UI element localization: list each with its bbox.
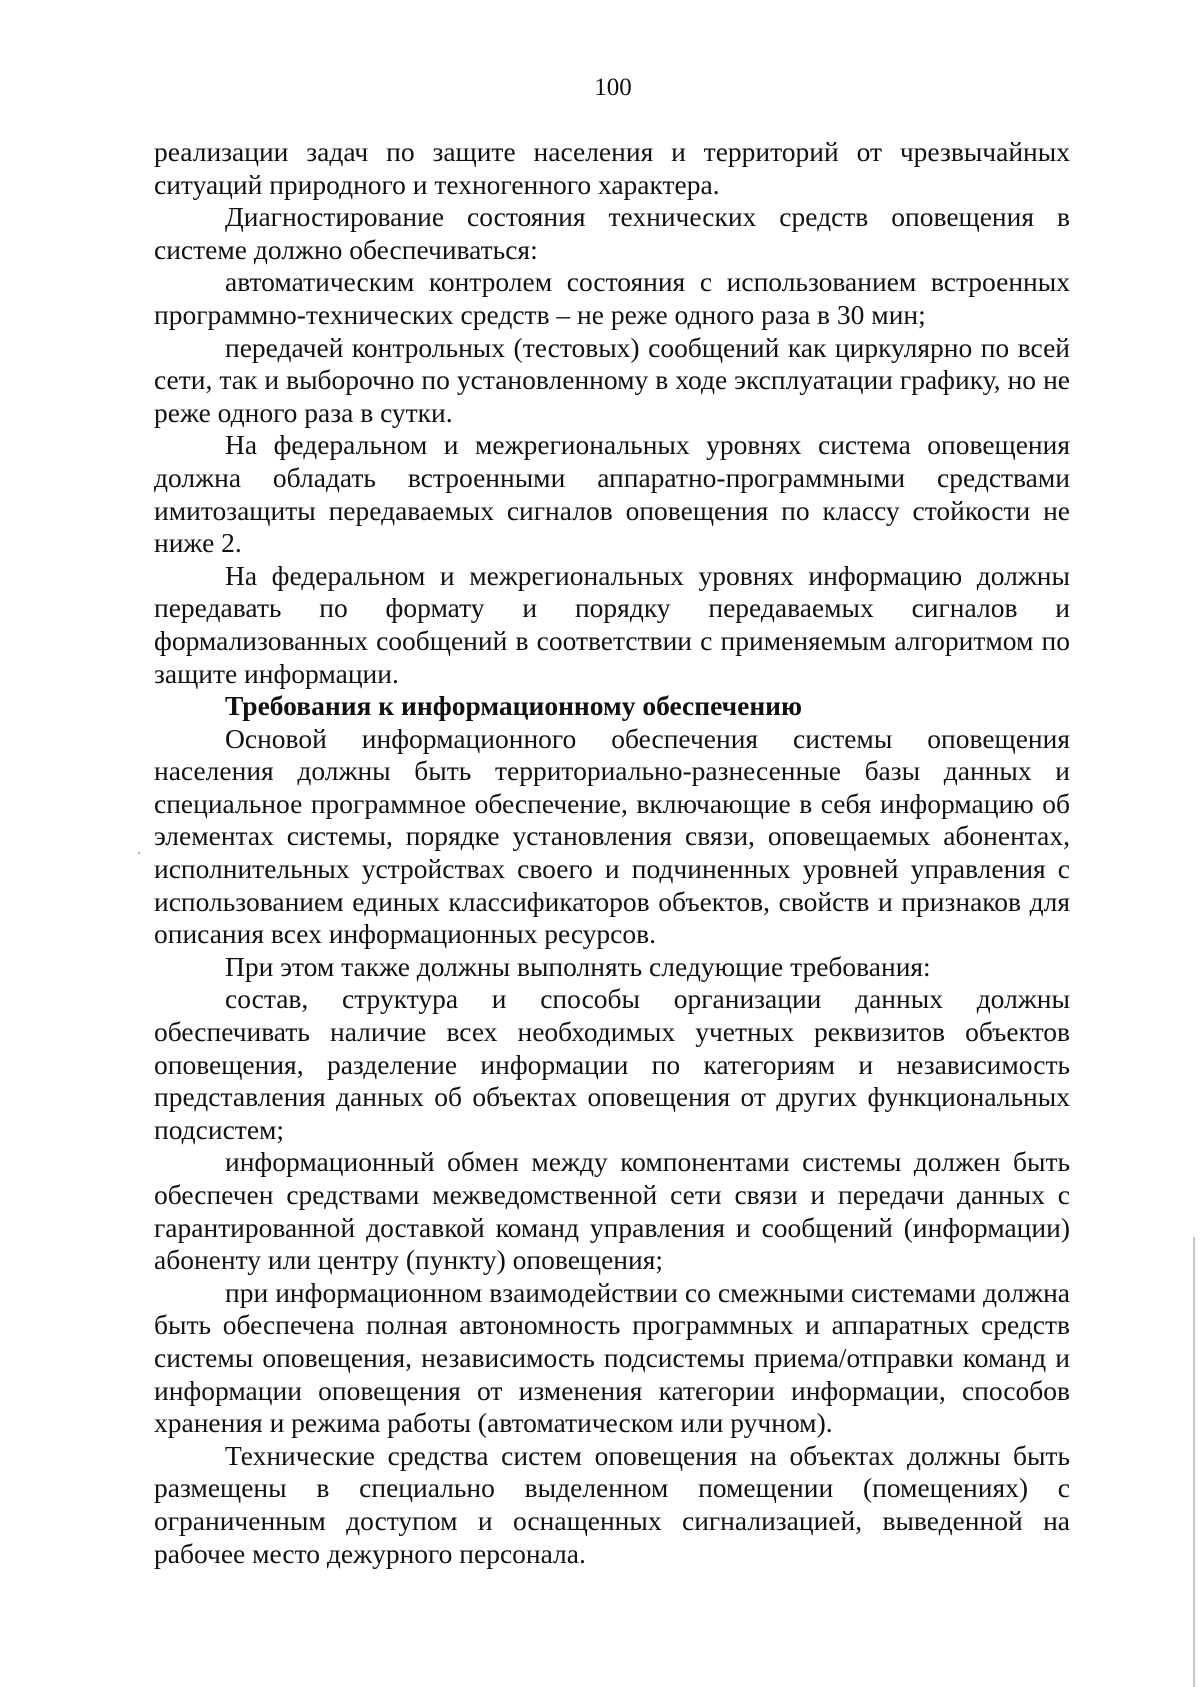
scan-speck	[138, 852, 140, 854]
scan-edge-line	[1193, 1237, 1195, 1687]
paragraph-diagnostics-intro: Диагностирование состояния технических средств оповещения в системе должно обеспечиваться:	[154, 201, 1070, 265]
paragraph-continuation: реализации задач по защите населения и территорий от чрезвычайных ситуаций природного и техногенного характера.	[154, 136, 1070, 200]
paragraph-data-structure: состав, структура и способы организации данных должны обеспечивать наличие всех необходимых учетных реквизитов объектов оповещения, разделение информации по категориям и независимость представления данных об объектах оповещения от других функциональных подсистем;	[154, 983, 1070, 1145]
paragraph-information-exchange: информационный обмен между компонентами системы должен быть обеспечен средствами межведомственной сети связи и передачи данных с гарантированной доставкой команд управления и сообщений (информации) абоненту или центру (пункту) оповещения;	[154, 1146, 1070, 1276]
paragraph-autonomy: при информационном взаимодействии со смежными системами должна быть обеспечена полная автономность программных и аппаратных средств системы оповещения, независимость подсистемы приема/отправки команд и информации оповещения от изменения категории информации, способов хранения и режима работы (автоматическом или ручном).	[154, 1276, 1070, 1439]
page-number: 100	[594, 74, 632, 101]
paragraph-imitation-protection: На федеральном и межрегиональных уровнях система оповещения должна обладать встроенными аппаратно-программными средствами имитозащиты передаваемых сигналов оповещения по классу стойкости не ниже 2.	[154, 429, 1070, 559]
paragraph-test-messages: передачей контрольных (тестовых) сообщений как циркулярно по всей сети, так и выборочно по установленному в ходе эксплуатации графику, но не реже одного раза в сутки.	[154, 331, 1070, 428]
paragraph-information-basis: Основой информационного обеспечения системы оповещения населения должны быть территориально-разнесенные базы данных и специальное программное обеспечение, включающие в себя информацию об элементах системы, порядке установления связи, оповещаемых абонентах, исполнительных устройствах своего и подчиненных уровней управления с использованием единых классификаторов объектов, свойств и признаков для описания всех информационных ресурсов.	[154, 722, 1070, 950]
document-body	[154, 136, 1070, 1570]
paragraph-message-format: На федеральном и межрегиональных уровнях информацию должны передавать по формату и порядку передаваемых сигналов и формализованных сообщений в соответствии с применяемым алгоритмом по защите информации.	[154, 559, 1070, 689]
section-heading: Требования к информационному обеспечению	[225, 690, 803, 722]
paragraph-requirements-intro: При этом также должны выполнять следующие требования:	[225, 950, 931, 982]
paragraph-automatic-control: автоматическим контролем состояния с использованием встроенных программно-технических средств – не реже одного раза в 30 мин;	[154, 266, 1070, 330]
paragraph-technical-facilities: Технические средства систем оповещения на объектах должны быть размещены в специально выделенном помещении (помещениях) с ограниченным доступом и оснащенных сигнализацией, выведенной на рабочее место дежурного персонала.	[154, 1439, 1070, 1569]
